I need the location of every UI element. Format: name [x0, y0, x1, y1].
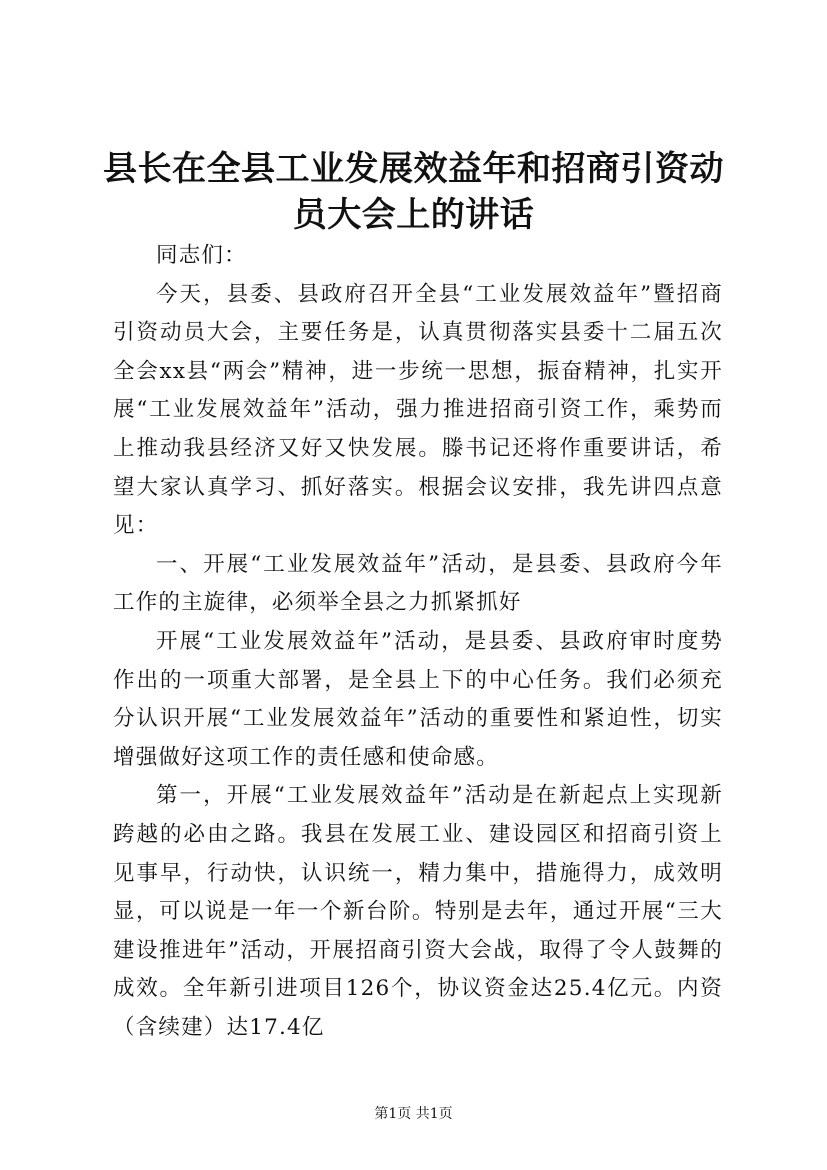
paragraph-point-first: 第一，开展“工业发展效益年”活动是在新起点上实现新跨越的必由之路。我县在发展工业、建设园区和招商引资上见事早，行动快，认识统一，精力集中，措施得力，成效明显，可以说是一年一个新台阶。特别是去年，通过开展“三大建设推进年”活动，开展招商引资大会战，取得了令人鼓舞的成效。全年新引进项目126个，协议资金达25.4亿元。内资（含续建）达17.4亿: [113, 783, 723, 1040]
page-footer: 第1页 共1页: [374, 1106, 453, 1122]
document-title: 县长在全县工业发展效益年和招商引资动员大会上的讲话: [103, 149, 724, 235]
paragraph-salutation: 同志们：: [156, 243, 247, 268]
paragraph-section-one-intro: 开展“工业发展效益年”活动，是县委、县政府审时度势作出的一项重大部署，是全县上下的中心任务。我们必须充分认识开展“工业发展效益年”活动的重要性和紧迫性，切实增强做好这项工作的责任感和使命感。: [113, 628, 723, 770]
paragraph-opening: 今天，县委、县政府召开全县“工业发展效益年”暨招商引资动员大会，主要任务是，认真贯彻落实县委十二届五次全会xx县“两会”精神，进一步统一思想，振奋精神，扎实开展“工业发展效益年”活动，强力推进招商引资工作，乘势而上推动我县经济又好又快发展。滕书记还将作重要讲话，希望大家认真学习、抓好落实。根据会议安排，我先讲四点意见：: [113, 281, 723, 539]
paragraph-section-one-heading: 一、开展“工业发展效益年”活动，是县委、县政府今年工作的主旋律，必须举全县之力抓紧抓好: [113, 551, 723, 616]
document-body: [113, 237, 723, 1047]
